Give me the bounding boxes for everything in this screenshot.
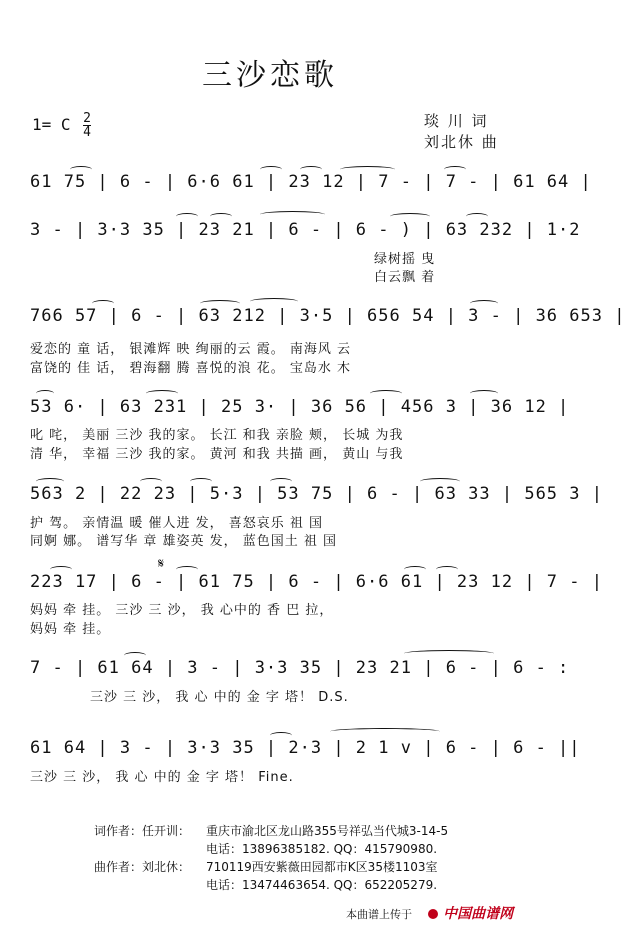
key-signature bbox=[32, 112, 91, 139]
upload-note: 本曲谱上传于 bbox=[346, 908, 412, 921]
notation-line-5: 563 2 | 22 23 | 5·3 | 53 75 | 6 - | 63 33 | 565 3 | bbox=[30, 484, 603, 504]
lyric-line-2b: 白云飘 着 bbox=[374, 270, 436, 285]
lyric-line-5b: 同婀 娜。 谱写华 章 雄姿英 发， 蓝色国土 祖 国 bbox=[30, 534, 338, 549]
lyric-line-4a: 叱 咤， 美丽 三沙 我的家。 长江 和我 亲脸 颊， 长城 为我 bbox=[30, 428, 404, 443]
lyric-line-8: 三沙 三 沙， 我 心 中的 金 字 塔！ Fine. bbox=[30, 770, 294, 785]
notation-line-4: 53 6· | 63 231 | 25 3· | 36 56 | 456 3 | 36 12 | bbox=[30, 397, 570, 417]
notation-line-7: 7 - | 61 64 | 3 - | 3·3 35 | 23 21 | 6 - | 6 - : bbox=[30, 658, 570, 678]
time-signature bbox=[83, 112, 91, 139]
lyric-line-5a: 护 驾。 亲情温 暖 催人进 发， 喜怒哀乐 祖 国 bbox=[30, 516, 324, 531]
logo-text: 中国曲谱网 bbox=[443, 906, 514, 922]
notation-line-1: 61 75 | 6 - | 6·6 61 | 23 12 | 7 - | 7 - | 61 64 | bbox=[30, 172, 592, 192]
notation-line-8: 61 64 | 3 - | 3·3 35 | 2·3 | 2 1 v | 6 - | 6 - || bbox=[30, 738, 581, 758]
composer-credit: 刘北休 曲 bbox=[424, 133, 499, 151]
lyric-line-6a: 妈妈 牵 挂。 三沙 三 沙， 我 心中的 香 巴 拉， bbox=[30, 603, 334, 618]
song-title: 三沙恋歌 bbox=[202, 58, 338, 93]
composer-address: 710119西安紫薇田园都市K区35楼1103室 bbox=[206, 860, 438, 874]
lyric-line-3a: 爱恋的 童 话， 银滩辉 映 绚丽的云 霞。 南海风 云 bbox=[30, 342, 352, 357]
time-numerator: 2 bbox=[83, 111, 91, 126]
lyricist-credit: 琰 川 词 bbox=[424, 112, 489, 130]
lyric-line-2a: 绿树摇 曳 bbox=[374, 252, 436, 267]
notation-line-2: 3 - | 3·3 35 | 23 21 | 6 - | 6 - ) | 63 232 | 1·2 bbox=[30, 220, 581, 240]
lyric-line-7: 三沙 三 沙， 我 心 中的 金 字 塔！ D.S. bbox=[90, 690, 349, 705]
lyric-line-6b: 妈妈 牵 挂。 bbox=[30, 622, 111, 637]
site-logo bbox=[428, 903, 513, 923]
lyricist-phone: 电话：13896385182. QQ：415790980. bbox=[206, 842, 438, 856]
segno-sign: 𝄋 bbox=[158, 556, 165, 572]
lyric-line-3b: 富饶的 佳 话， 碧海翻 腾 喜悦的浪 花。 宝岛水 木 bbox=[30, 361, 352, 376]
lyricist-label: 词作者：任开训： bbox=[94, 824, 191, 838]
key-label: 1= C bbox=[32, 115, 71, 134]
time-denominator: 4 bbox=[83, 125, 91, 140]
logo-icon bbox=[428, 909, 438, 919]
notation-line-6: 223 17 | 6 - | 61 75 | 6 - | 6·6 61 | 23 12 | 7 - | bbox=[30, 572, 603, 592]
lyricist-address: 重庆市渝北区龙山路355号祥弘当代城3-14-5 bbox=[206, 824, 449, 838]
composer-label: 曲作者：刘北休： bbox=[94, 860, 191, 874]
lyric-line-4b: 清 华， 幸福 三沙 我的家。 黄河 和我 共描 画， 黄山 与我 bbox=[30, 447, 404, 462]
composer-phone: 电话：13474463654. QQ：652205279. bbox=[206, 878, 438, 892]
notation-line-3: 766 57 | 6 - | 63 212 | 3·5 | 656 54 | 3 - | 36 653 | bbox=[30, 306, 625, 326]
